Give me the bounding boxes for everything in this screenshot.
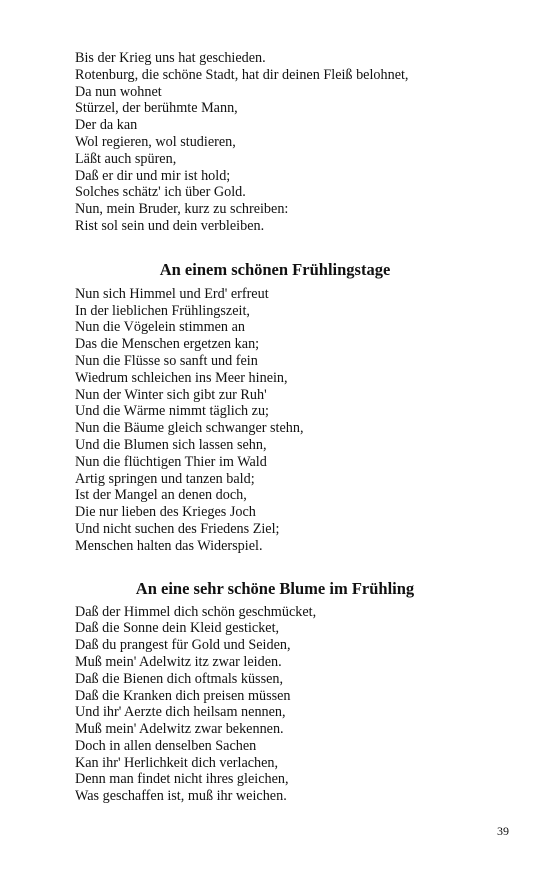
poem-line: Nun, mein Bruder, kurz zu schreiben: — [75, 201, 289, 218]
poem-line: Rist sol sein und dein verbleiben. — [75, 217, 265, 234]
poem-line: Daß der Himmel dich schön geschmücket, — [75, 603, 317, 620]
poem-line: Wiedrum schleichen ins Meer hinein, — [75, 369, 288, 386]
poem-line: Stürzel, der berühmte Mann, — [75, 100, 238, 117]
poem-line: Ist der Mangel an denen doch, — [75, 487, 247, 504]
poem-line: Muß mein' Adelwitz zwar bekennen. — [75, 721, 284, 738]
poem-line: Denn man findet nicht ihres gleichen, — [75, 771, 289, 788]
poem-line: Muß mein' Adelwitz itz zwar leiden. — [75, 653, 282, 670]
poem-line: Daß die Bienen dich oftmals küssen, — [75, 670, 284, 687]
poem-title: An eine sehr schöne Blume im Frühling — [135, 578, 415, 598]
poem-line: Bis der Krieg uns hat geschieden. — [75, 50, 266, 66]
poem-line: Nun der Winter sich gibt zur Ruh' — [75, 386, 267, 403]
poem-line: In der lieblichen Frühlingszeit, — [75, 302, 250, 319]
poem-continuation — [75, 50, 495, 235]
poem-line: Läßt auch spüren, — [75, 150, 177, 167]
poem-line: Nun die Flüsse so sanft und fein — [75, 352, 258, 369]
poem-line: Und die Blumen sich lassen sehn, — [75, 436, 267, 453]
poem-line: Nun die Bäume gleich schwanger stehn, — [75, 420, 304, 437]
poem-line: Daß die Kranken dich preisen müssen — [75, 687, 291, 704]
poem-body — [75, 604, 495, 806]
poem-title: An einem schönen Frühlingstage — [159, 259, 391, 279]
poem-line: Artig springen und tanzen bald; — [75, 470, 255, 487]
poem-line: Da nun wohnet — [75, 83, 162, 100]
poem-line: Menschen halten das Widerspiel. — [75, 537, 263, 554]
poem-line: Solches schätz' ich über Gold. — [75, 184, 246, 201]
poem-line: Kan ihr' Herlichkeit dich verlachen, — [75, 754, 279, 771]
poem-line: Doch in allen denselben Sachen — [75, 737, 257, 754]
poem-line: Die nur lieben des Krieges Joch — [75, 504, 256, 521]
poem-line: Der da kan — [75, 117, 138, 134]
poem-line: Und ihr' Aerzte dich heilsam nennen, — [75, 704, 286, 721]
poem-line: Daß du prangest für Gold und Seiden, — [75, 637, 291, 654]
poem-line: Und die Wärme nimmt täglich zu; — [75, 403, 269, 420]
poem-line: Wol regieren, wol studieren, — [75, 133, 236, 150]
poem-line: Das die Menschen ergetzen kan; — [75, 336, 260, 353]
poem-body — [75, 286, 495, 555]
poem-line: Daß die Sonne dein Kleid gesticket, — [75, 620, 280, 637]
poem-line: Nun die Vögelein stimmen an — [75, 319, 245, 336]
book-page — [75, 50, 495, 805]
poem-line: Nun sich Himmel und Erd' erfreut — [75, 285, 269, 302]
poem-line: Und nicht suchen des Friedens Ziel; — [75, 520, 280, 537]
poem-line: Nun die flüchtigen Thier im Wald — [75, 453, 267, 470]
poem-line: Was geschaffen ist, muß ihr weichen. — [75, 788, 287, 805]
poem-line: Daß er dir und mir ist hold; — [75, 167, 231, 184]
poem-line: Rotenburg, die schöne Stadt, hat dir deinen Fleiß belohnet, — [75, 66, 409, 83]
page-number: 39 — [497, 824, 509, 838]
